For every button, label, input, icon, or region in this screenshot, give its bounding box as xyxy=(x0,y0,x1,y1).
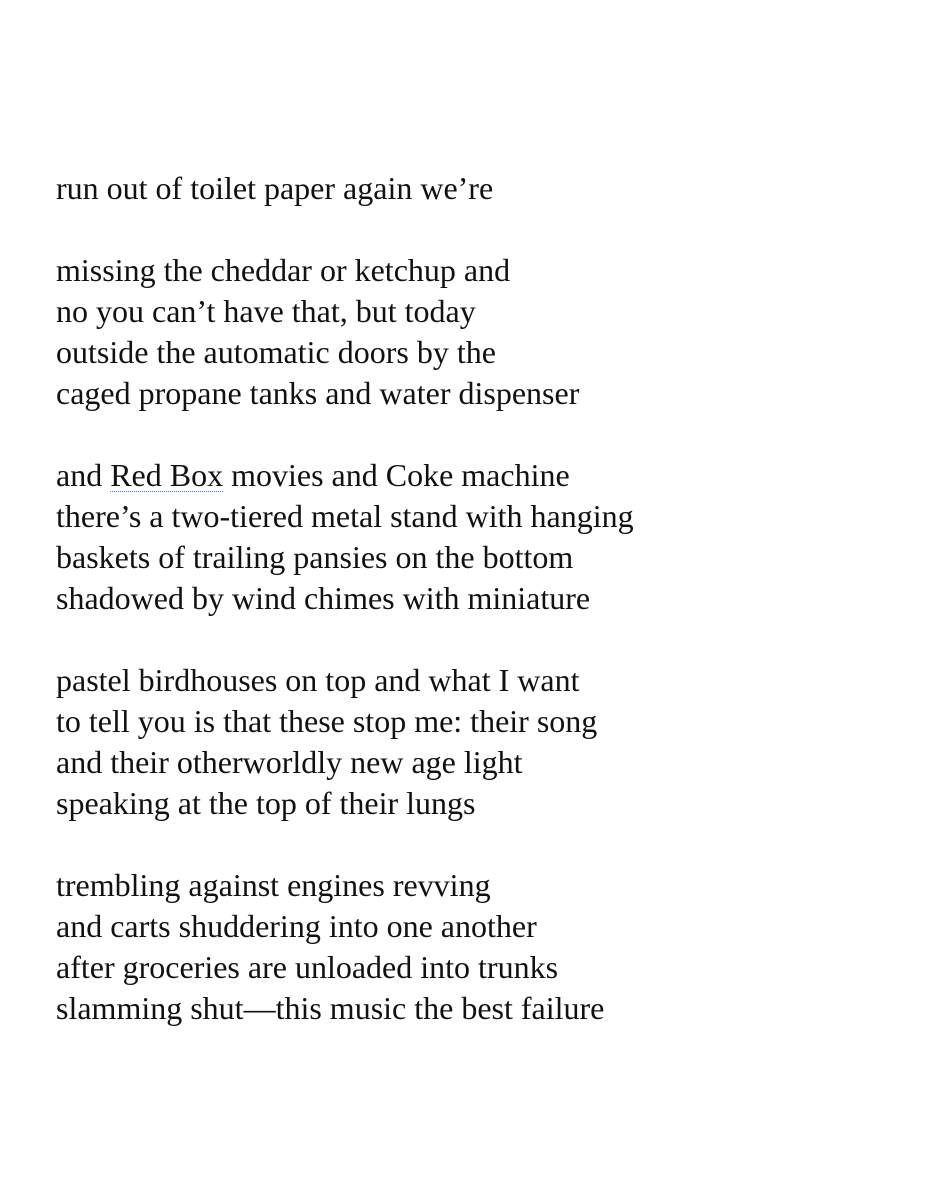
poem-line: missing the cheddar or ketchup and xyxy=(56,252,511,288)
poem-line: trembling against engines revving xyxy=(56,867,491,903)
poem-line: speaking at the top of their lungs xyxy=(56,785,476,821)
poem-line: caged propane tanks and water dispenser xyxy=(56,375,580,411)
stanza-2 xyxy=(56,250,916,414)
poem-line: after groceries are unloaded into trunks xyxy=(56,949,559,985)
poem-line: to tell you is that these stop me: their song xyxy=(56,703,598,739)
poem-line: shadowed by wind chimes with miniature xyxy=(56,580,591,616)
poem-line: pastel birdhouses on top and what I want xyxy=(56,662,580,698)
poem-line: there’s a two-tiered metal stand with hanging xyxy=(56,498,634,534)
poem-line: and their otherworldly new age light xyxy=(56,744,523,780)
poem-line: slamming shut—this music the best failure xyxy=(56,990,605,1026)
stanza-3 xyxy=(56,455,916,619)
poem-line: outside the automatic doors by the xyxy=(56,334,496,370)
poem-text-segment: movies and Coke machine xyxy=(223,457,570,493)
poem-line: run out of toilet paper again we’re xyxy=(56,170,494,206)
stanza-5 xyxy=(56,865,916,1029)
poem-body xyxy=(56,168,916,1070)
poem-text-segment: and xyxy=(56,457,111,493)
poem-line xyxy=(56,455,916,496)
poem-line: and carts shuddering into one another xyxy=(56,908,537,944)
poem-line: baskets of trailing pansies on the bottom xyxy=(56,539,574,575)
stanza-4 xyxy=(56,660,916,824)
stanza-1 xyxy=(56,168,916,209)
spellcheck-flagged-word[interactable]: Red Box xyxy=(110,457,224,493)
poem-line: no you can’t have that, but today xyxy=(56,293,476,329)
